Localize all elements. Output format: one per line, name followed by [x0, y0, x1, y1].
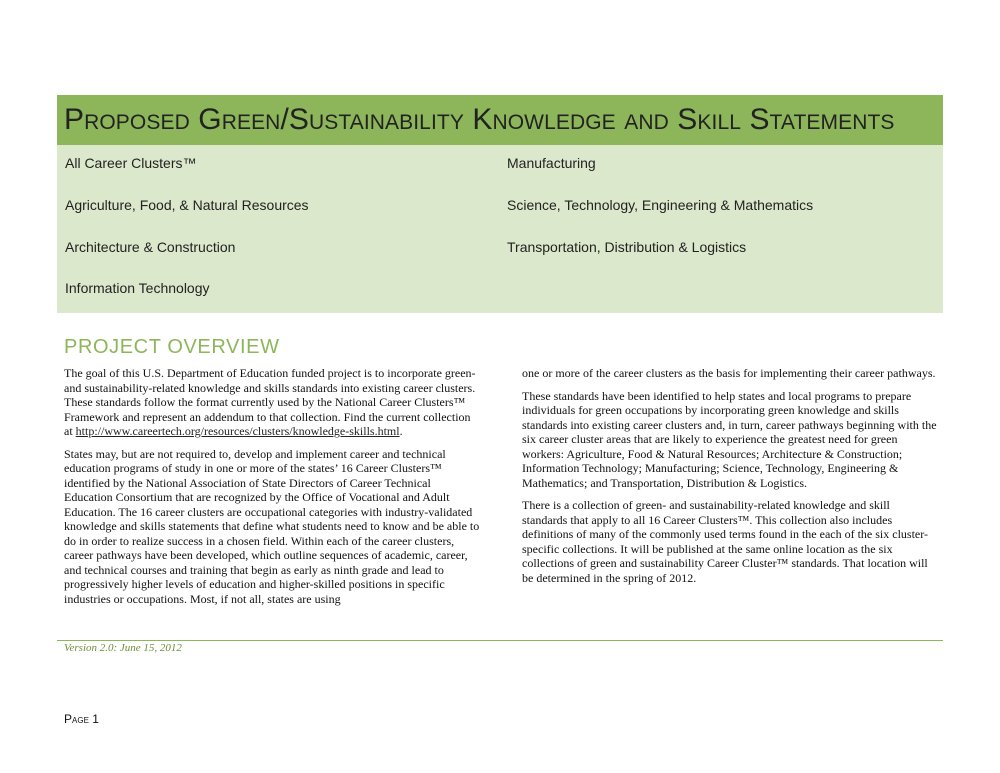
page-title: Proposed Green/Sustainability Knowledge and Skill Statements — [64, 103, 895, 136]
version-label: Version 2.0: June 15, 2012 — [64, 642, 182, 654]
cluster-link-stem[interactable]: Science, Technology, Engineering & Mathematics — [507, 197, 814, 213]
cluster-link-manufacturing[interactable]: Manufacturing — [507, 155, 596, 171]
cluster-link-information-technology[interactable]: Information Technology — [65, 280, 210, 296]
page-number: Page 1 — [64, 712, 99, 726]
paragraph-goal — [64, 366, 482, 439]
section-heading: PROJECT OVERVIEW — [64, 336, 280, 358]
collection-link[interactable]: http://www.careertech.org/resources/clusters/knowledge-skills.html — [75, 424, 400, 438]
footer-divider — [57, 640, 943, 641]
cluster-link-all[interactable]: All Career Clusters™ — [65, 155, 197, 171]
paragraph-states: States may, but are not required to, develop and implement career and technical education programs of study in one or more of the states’ 16 Career Clusters™ identified by the National Association of State Directors of Career Technical Education Consortium that are recognized by the Office of Vocational and Adult Education. The 16 career clusters are occupational categories with industry-validated knowledge and skills statements that define what students need to know and be able to do in order to realize success in a chosen field. Within each of the career clusters, career pathways have been developed, which outline sequences of academic, career, and technical courses and training that begin as early as ninth grade and lead to progressively higher levels of education and higher-skilled positions in specific industries or occupations. Most, if not all, states are using — [64, 446, 480, 606]
text-column-right — [522, 366, 938, 593]
paragraph-states-continued: one or more of the career clusters as the basis for implementing their career pathways. — [522, 366, 936, 380]
text-column-left — [64, 366, 482, 614]
title-banner — [57, 95, 943, 145]
paragraph-goal-text: The goal of this U.S. Department of Education funded project is to incorporate green- and sustainability-related knowledge and skills standards into existing career clusters. These standards follow the format currently used by the National Career Clusters™ Framework and represent an addendum to that collection. Find the current collection at — [64, 366, 476, 438]
career-cluster-list — [57, 145, 943, 313]
cluster-link-transportation[interactable]: Transportation, Distribution & Logistics — [507, 239, 747, 255]
paragraph-goal-end: . — [399, 424, 403, 438]
cluster-link-architecture[interactable]: Architecture & Construction — [65, 239, 236, 255]
paragraph-collection: There is a collection of green- and sustainability-related knowledge and skill standards that apply to all 16 Career Clusters™. This collection also includes definitions of many of the commonly used terms found in the each of the six cluster-specific collections. It will be published at the same online location as the six collections of green and sustainability Career Cluster™ standards. That location will be determined in the spring of 2012. — [522, 498, 928, 585]
cluster-link-agriculture[interactable]: Agriculture, Food, & Natural Resources — [65, 197, 309, 213]
paragraph-standards: These standards have been identified to help states and local programs to prepare individuals for green occupations by incorporating green knowledge and skills standards into existing career clusters and, in turn, career pathways beginning with the six career cluster areas that are likely to experience the greatest need for green workers: Agriculture, Food & Natural Resources; Architecture & Construction; Information Technology; Manufacturing; Science, Technology, Engineering & Mathematics; and Transportation, Distribution & Logistics. — [522, 388, 937, 490]
